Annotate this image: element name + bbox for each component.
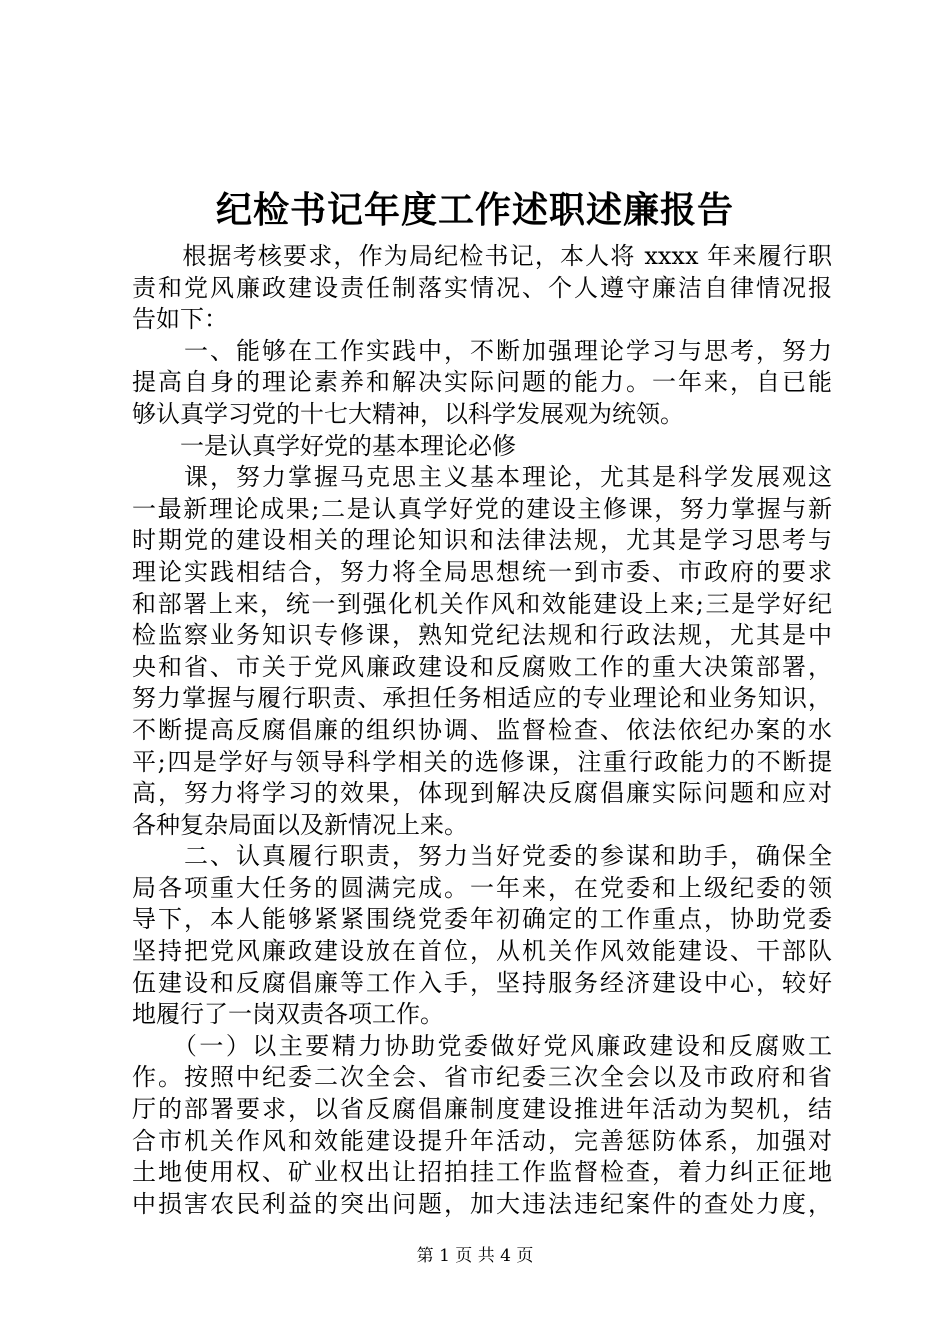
body-line: 局各项重大任务的圆满完成。一年来，在党委和上级纪委的领 [132,873,832,902]
body-line: 够认真学习党的十七大精神，以科学发展观为统领。 [132,399,684,428]
body-line: 理论实践相结合，努力将全局思想统一到市委、市政府的要求 [132,557,832,586]
body-line: 一、能够在工作实践中，不断加强理论学习与思考，努力 [132,336,832,365]
body-line: 根据考核要求，作为局纪检书记，本人将 xxxx 年来履行职 [132,242,832,270]
page-footer: 第 1 页 共 4 页 [416,1246,534,1266]
body-line: 各种复杂局面以及新情况上来。 [132,810,468,839]
body-line: （一）以主要精力协助党委做好党风廉政建设和反腐败工 [132,1031,832,1060]
body-line: 一是认真学好党的基本理论必修 [132,431,516,460]
body-line: 课，努力掌握马克思主义基本理论，尤其是科学发展观这 [132,463,832,492]
body-line: 地履行了一岗双责各项工作。 [132,1000,444,1029]
body-line: 告如下： [132,305,228,334]
body-line: 坚持把党风廉政建设放在首位，从机关作风效能建设、干部队 [132,937,832,966]
body-line: 努力掌握与履行职责、承担任务相适应的专业理论和业务知识， [132,684,832,713]
body-line: 央和省、市关于党风廉政建设和反腐败工作的重大决策部署， [132,652,832,681]
body-line: 中损害农民利益的突出问题，加大违法违纪案件的查处力度， [132,1189,832,1218]
body-line: 和部署上来，统一到强化机关作风和效能建设上来;三是学好纪 [132,589,832,618]
body-line: 合市机关作风和效能建设提升年活动，完善惩防体系，加强对 [132,1126,832,1155]
body-line: 一最新理论成果;二是认真学好党的建设主修课，努力掌握与新 [132,494,832,523]
body-line: 厅的部署要求，以省反腐倡廉制度建设推进年活动为契机，结 [132,1095,832,1124]
body-line: 责和党风廉政建设责任制落实情况、个人遵守廉洁自律情况报 [132,273,832,302]
document-body [132,241,832,1220]
body-line: 二、认真履行职责，努力当好党委的参谋和助手，确保全 [132,842,832,871]
body-line: 不断提高反腐倡廉的组织协调、监督检查、依法依纪办案的水 [132,715,832,744]
body-line: 土地使用权、矿业权出让招拍挂工作监督检查，着力纠正征地 [132,1158,832,1187]
body-line: 时期党的建设相关的理论知识和法律法规，尤其是学习思考与 [132,526,832,555]
document-title: 纪检书记年度工作述职述廉报告 [215,189,734,231]
body-line: 导下，本人能够紧紧围绕党委年初确定的工作重点，协助党委 [132,905,832,934]
body-line: 平;四是学好与领导科学相关的选修课，注重行政能力的不断提 [132,747,832,776]
body-line: 作。按照中纪委二次全会、省市纪委三次全会以及市政府和省 [132,1063,832,1092]
body-line: 伍建设和反腐倡廉等工作入手，坚持服务经济建设中心，较好 [132,968,832,997]
body-line: 检监察业务知识专修课，熟知党纪法规和行政法规，尤其是中 [132,621,832,650]
body-line: 高，努力将学习的效果，体现到解决反腐倡廉实际问题和应对 [132,779,832,808]
body-line: 提高自身的理论素养和解决实际问题的能力。一年来，自已能 [132,368,832,397]
